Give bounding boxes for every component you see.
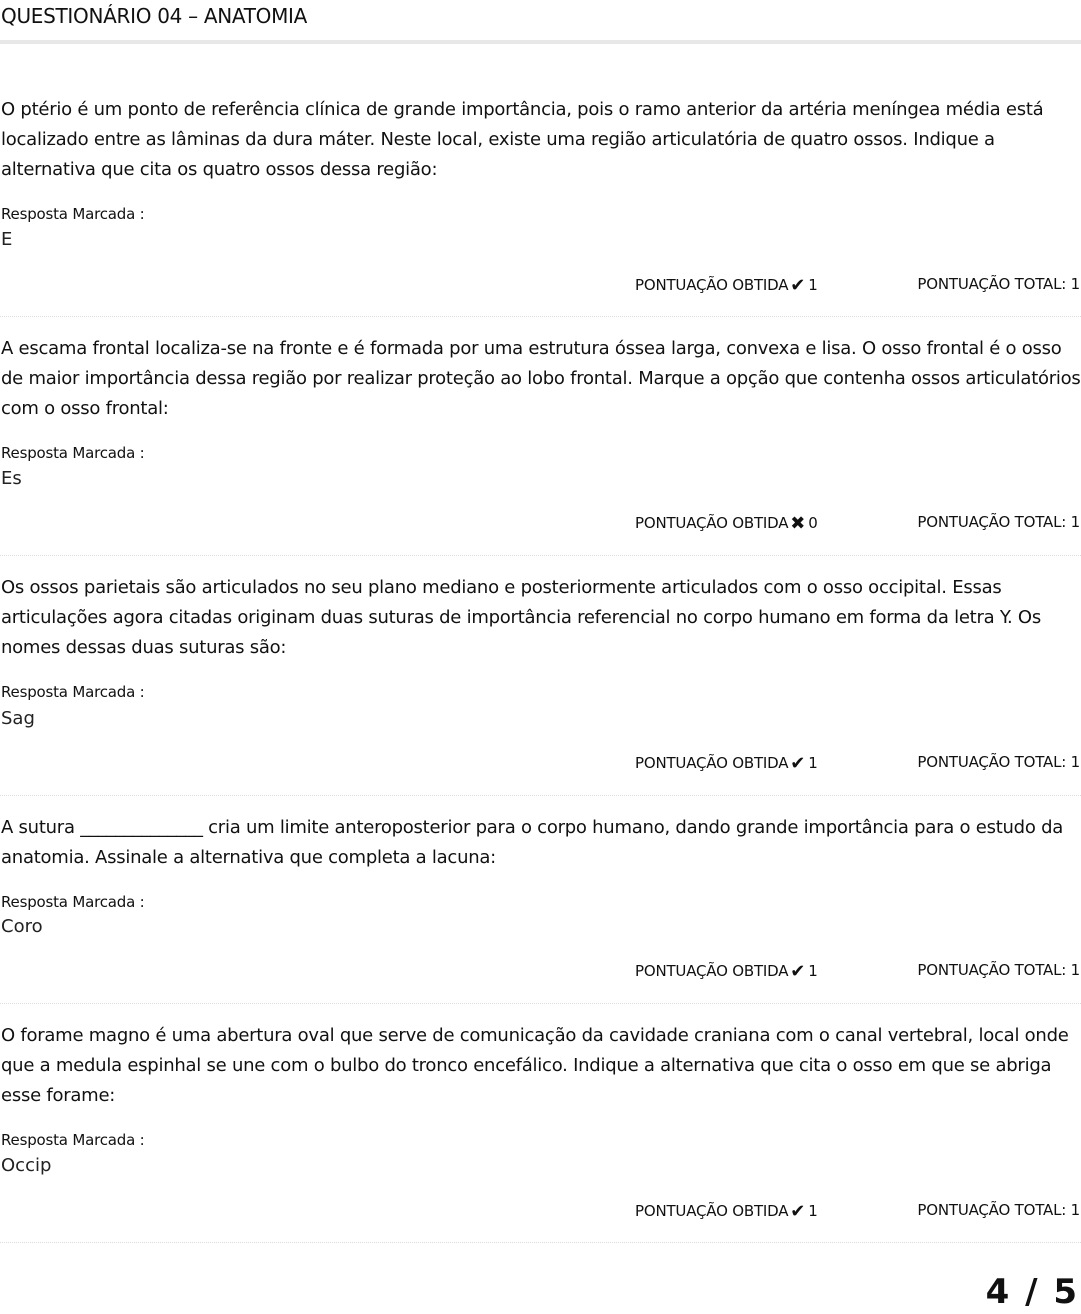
- score-value: 1: [808, 962, 818, 980]
- question-text: A sutura ______________ cria um limite anteroposterior para o corpo humano, dando grande importância para o estudo da anatomia. Assinale a alternativa que completa a lacuna:: [1, 817, 1064, 868]
- answer-value: Occip: [1, 1155, 52, 1176]
- score-row: [0, 753, 1081, 777]
- answer-label: Resposta Marcada :: [1, 893, 145, 911]
- score-obtained-label: PONTUAÇÃO OBTIDA: [635, 754, 789, 772]
- answer-label: Resposta Marcada :: [1, 683, 145, 701]
- check-icon: ✔: [790, 753, 806, 774]
- question-text: O forame magno é uma abertura oval que serve de comunicação da cavidade craniana com o canal vertebral, local onde que a medula espinhal se une com o bulbo do tronco encefálico. Indique a alternativa que cita o osso em que se abriga esse forame:: [1, 1025, 1069, 1106]
- question-item: [0, 334, 1081, 556]
- check-icon: ✔: [790, 275, 806, 296]
- check-icon: ✔: [790, 961, 806, 982]
- score-value: 1: [808, 276, 818, 294]
- score-total: PONTUAÇÃO TOTAL: 1: [917, 961, 1080, 979]
- cross-icon: ✖: [790, 513, 806, 534]
- score-obtained-label: PONTUAÇÃO OBTIDA: [635, 1202, 789, 1220]
- question-text: Os ossos parietais são articulados no seu plano mediano e posteriormente articulados com o osso occipital. Essas articulações agora citadas originam duas suturas de importância referencial no corpo humano em forma da letra Y. Os nomes dessas duas suturas são:: [1, 577, 1041, 658]
- score-obtained: [635, 513, 818, 534]
- score-obtained: [635, 1201, 818, 1222]
- question-item: [0, 573, 1081, 796]
- score-row: [0, 1201, 1081, 1225]
- question-item: [0, 1021, 1081, 1243]
- score-row: [0, 513, 1081, 537]
- answer-label: Resposta Marcada :: [1, 1131, 145, 1149]
- answer-label: Resposta Marcada :: [1, 444, 145, 462]
- score-obtained-label: PONTUAÇÃO OBTIDA: [635, 962, 789, 980]
- score-total: PONTUAÇÃO TOTAL: 1: [917, 513, 1080, 531]
- score-value: 0: [808, 514, 818, 532]
- page-counter: 4 / 5: [985, 1272, 1079, 1312]
- score-obtained-label: PONTUAÇÃO OBTIDA: [635, 276, 789, 294]
- score-value: 1: [808, 754, 818, 772]
- score-total: PONTUAÇÃO TOTAL: 1: [917, 1201, 1080, 1219]
- score-total: PONTUAÇÃO TOTAL: 1: [917, 275, 1080, 293]
- question-item: [0, 95, 1081, 317]
- score-total: PONTUAÇÃO TOTAL: 1: [917, 753, 1080, 771]
- page-title: QUESTIONÁRIO 04 – ANATOMIA: [1, 4, 308, 28]
- answer-value: Coro: [1, 916, 43, 937]
- answer-value: Es: [1, 468, 22, 489]
- score-obtained: [635, 275, 818, 296]
- answer-value: Sag: [1, 708, 35, 729]
- question-text: O ptério é um ponto de referência clínica de grande importância, pois o ramo anterior da artéria meníngea média está localizado entre as lâminas da dura máter. Neste local, existe uma região articulatória de quatro ossos. Indique a alternativa que cita os quatro ossos dessa região:: [1, 99, 1044, 180]
- score-obtained: [635, 753, 818, 774]
- score-value: 1: [808, 1202, 818, 1220]
- page-header: [0, 0, 1081, 44]
- score-obtained: [635, 961, 818, 982]
- score-row: [0, 275, 1081, 299]
- answer-label: Resposta Marcada :: [1, 205, 145, 223]
- question-text: A escama frontal localiza-se na fronte e é formada por uma estrutura óssea larga, convexa e lisa. O osso frontal é o osso de maior importância dessa região por realizar proteção ao lobo frontal. Marque a opção que contenha ossos articulatórios com o osso frontal:: [1, 338, 1081, 419]
- answer-value: E: [1, 229, 13, 250]
- check-icon: ✔: [790, 1201, 806, 1222]
- score-row: [0, 961, 1081, 985]
- score-obtained-label: PONTUAÇÃO OBTIDA: [635, 514, 789, 532]
- question-item: [0, 813, 1081, 1004]
